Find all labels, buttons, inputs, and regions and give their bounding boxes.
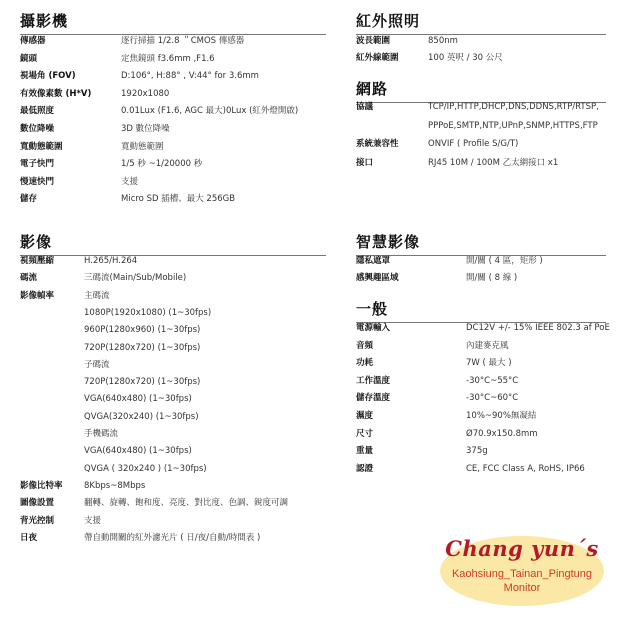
spec-label: 波長範圍 [356,36,391,46]
spec-value: 內建麥克風 [466,340,509,351]
spec-label: 認證 [356,463,374,474]
spec-value: QVGA(320x240) (1~30fps) [84,411,199,422]
spec-label: 功耗 [356,358,374,369]
section-general [356,298,606,323]
section-title-ir: 紅外照明 [356,10,606,35]
spec-label: 傳感器 [20,36,46,46]
spec-value: 8Kbps~8Mbps [84,480,146,491]
spec-value: VGA(640x480) (1~30fps) [84,446,192,457]
spec-value: 1920x1080 [121,88,170,99]
spec-value: 支援 [84,515,102,526]
section-title-smart: 智慧影像 [356,231,606,256]
spec-value: 主碼流 [84,290,110,301]
spec-value: 7W ( 最大 ) [466,358,512,369]
spec-value: 寬動態範圍 [121,141,164,152]
spec-value: 支援 [121,176,139,187]
spec-value: 逐行掃描 1/2.8 ＂CMOS 傳感器 [121,36,245,46]
section-camera [20,10,326,35]
spec-label: 影像幀率 [20,290,55,301]
section-network [356,78,606,103]
spec-label: 接口 [356,157,374,168]
spec-label: 重量 [356,446,374,457]
spec-value: 開/關 ( 4 區，矩形 ) [466,256,543,266]
spec-value: 開/關 ( 8 線 ) [466,273,518,283]
spec-value: -30°C~55°C [466,375,519,386]
spec-label: 視頻壓縮 [20,256,55,266]
spec-value: 850nm [428,36,458,46]
spec-value: 0.01Lux (F1.6, AGC 最大)0Lux (紅外燈開啟) [121,106,299,117]
section-video [20,231,326,256]
spec-value: 手機碼流 [84,429,119,439]
spec-value: DC12V +/- 15% IEEE 802.3 af PoE [466,323,610,333]
section-title-general: 一般 [356,298,606,323]
spec-value: D:106°, H:88° , V:44° for 3.6mm [121,71,259,82]
spec-label: 儲存 [20,194,38,205]
spec-label: 尺寸 [356,428,374,439]
spec-label: 視場角 (FOV) [20,71,76,82]
section-title-network: 網路 [356,78,606,103]
logo-subtitle-line1: Kaohsiung_Tainan_Pingtung [451,568,593,580]
section-smart [356,231,606,256]
spec-label: 音頻 [356,340,374,351]
spec-value: QVGA ( 320x240 ) (1~30fps) [84,463,207,474]
spec-label: 日夜 [20,532,38,543]
spec-label: 系統兼容性 [356,139,399,149]
spec-value: 720P(1280x720) (1~30fps) [84,342,201,353]
spec-label: 電子快門 [20,159,55,170]
spec-value: 帶自動開關的紅外濾光片 ( 日/夜/自動/時間表 ) [84,532,261,543]
spec-label: 儲存溫度 [356,393,391,404]
spec-value: TCP/IP,HTTP,DHCP,DNS,DDNS,RTP/RTSP, [428,102,599,112]
spec-label: 圖像設置 [20,498,55,509]
spec-label: 濕度 [356,411,374,421]
spec-value: RJ45 10M / 100M 乙太網接口 x1 [428,157,559,168]
spec-label: 工作溫度 [356,375,391,386]
spec-label: 感興趣區域 [356,273,399,283]
spec-value: 375g [466,446,488,457]
spec-value: 960P(1280x960) (1~30fps) [84,325,201,336]
spec-value: Ø70.9x150.8mm [466,428,538,439]
logo-title: Chang yun´s [445,536,599,561]
spec-value: VGA(640x480) (1~30fps) [84,394,192,405]
spec-value: Micro SD 插槽、最大 256GB [121,194,236,205]
spec-value: CE, FCC Class A, RoHS, IP66 [466,463,585,474]
section-title-camera: 攝影機 [20,10,326,35]
spec-label: 影像比特率 [20,480,63,491]
spec-label: 慢速快門 [20,176,55,187]
spec-label: 寬動態範圍 [20,141,63,152]
spec-label: 電源輸入 [356,323,391,333]
spec-label: 碼流 [20,273,38,284]
spec-label: 數位降噪 [20,124,55,134]
spec-value: 子碼流 [84,359,110,370]
spec-value: 10%~90%無凝結 [466,411,537,421]
brand-logo [432,528,612,608]
spec-label: 協議 [356,102,374,112]
logo-subtitle-line2: Monitor [503,582,541,594]
spec-value: 720P(1280x720) (1~30fps) [84,377,201,388]
spec-value: 三碼流(Main/Sub/Mobile) [84,273,187,284]
spec-label: 有效像素數 (H*V) [20,88,92,99]
spec-value: 1080P(1920x1080) (1~30fps) [84,307,212,318]
spec-value: 翻轉、旋轉、飽和度、亮度、對比度、色調、銳度可調 [84,498,289,509]
spec-value: 100 英呎 / 30 公尺 [428,53,503,63]
spec-value: ONVIF ( Profile S/G/T) [428,139,519,149]
spec-value: 3D 數位降噪 [121,124,170,134]
spec-value: -30°C~60°C [466,393,519,404]
spec-value: 定焦鏡頭 f3.6mm ,F1.6 [121,53,215,64]
spec-label: 鏡頭 [20,53,38,64]
spec-value: 1/5 秒 ~1/20000 秒 [121,159,203,170]
spec-label: 背光控制 [20,515,55,526]
section-ir [356,10,606,35]
section-title-video: 影像 [20,231,326,256]
spec-label: 隱私遮罩 [356,256,391,266]
spec-value: H.265/H.264 [84,256,138,266]
spec-label: 紅外線範圍 [356,53,399,63]
spec-label: 最低照度 [20,106,55,117]
spec-value: PPPoE,SMTP,NTP,UPnP,SNMP,HTTPS,FTP [428,120,598,131]
